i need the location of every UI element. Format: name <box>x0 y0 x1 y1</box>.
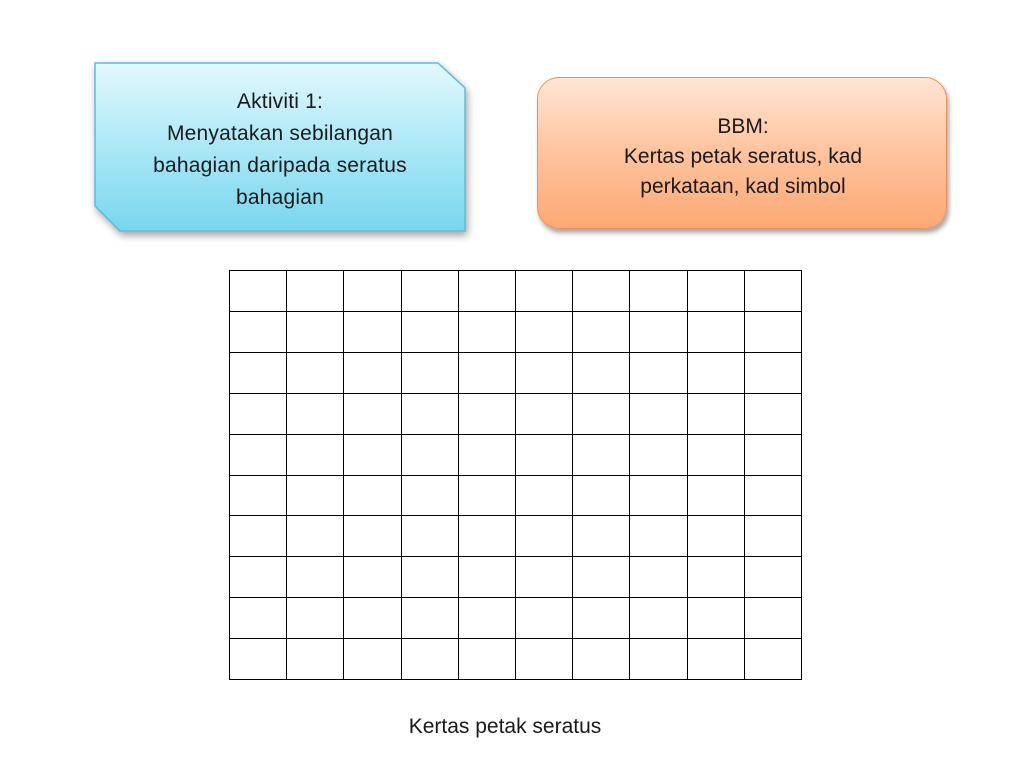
grid-cell <box>459 394 516 435</box>
bbm-line: perkataan, kad simbol <box>640 175 846 198</box>
grid-cell <box>745 353 802 394</box>
grid-cell <box>344 271 401 312</box>
grid-cell <box>688 639 745 680</box>
grid-cell <box>402 557 459 598</box>
bbm-line: Kertas petak seratus, kad <box>623 145 863 168</box>
grid-cell <box>516 312 573 353</box>
grid-cell <box>516 394 573 435</box>
grid-cell <box>516 639 573 680</box>
grid-cell <box>573 394 630 435</box>
grid-cell <box>573 312 630 353</box>
grid-cell <box>745 557 802 598</box>
grid-cell <box>459 598 516 639</box>
grid-cell <box>573 639 630 680</box>
grid-cell <box>230 476 287 517</box>
grid-caption: Kertas petak seratus <box>408 715 602 738</box>
activity-line: bahagian daripada seratus <box>153 154 407 177</box>
grid-cell <box>688 312 745 353</box>
grid-cell <box>688 516 745 557</box>
activity-line: bahagian <box>235 186 325 209</box>
grid-cell <box>402 271 459 312</box>
grid-cell <box>516 271 573 312</box>
grid-cell <box>630 435 687 476</box>
grid-cell <box>230 598 287 639</box>
grid-cell <box>630 353 687 394</box>
grid-cell <box>459 516 516 557</box>
grid-cell <box>516 516 573 557</box>
bbm-text <box>538 112 948 202</box>
grid-cell <box>745 639 802 680</box>
grid-cell <box>344 476 401 517</box>
grid-cell <box>459 639 516 680</box>
grid-cell <box>287 435 344 476</box>
grid-cell <box>630 639 687 680</box>
grid-cell <box>344 435 401 476</box>
activity-box <box>94 62 466 232</box>
grid-cell <box>344 598 401 639</box>
grid-cell <box>230 312 287 353</box>
grid-cell <box>230 353 287 394</box>
grid-cell <box>402 476 459 517</box>
grid-cell <box>402 598 459 639</box>
grid-cell <box>573 353 630 394</box>
grid-cell <box>688 557 745 598</box>
grid-cell <box>402 312 459 353</box>
grid-cell <box>287 557 344 598</box>
grid-cell <box>287 353 344 394</box>
grid-cell <box>745 394 802 435</box>
grid-cell <box>344 353 401 394</box>
hundred-grid <box>229 270 802 680</box>
grid-cell <box>344 516 401 557</box>
grid-cell <box>688 394 745 435</box>
activity-line: Aktiviti 1: <box>236 90 324 113</box>
grid-cell <box>630 598 687 639</box>
grid-cell <box>287 639 344 680</box>
grid-cell <box>630 516 687 557</box>
grid-cell <box>287 394 344 435</box>
grid-cell <box>688 435 745 476</box>
grid-cell <box>287 312 344 353</box>
activity-line: Menyatakan sebilangan <box>166 122 394 145</box>
grid-cell <box>230 557 287 598</box>
grid-cell <box>230 394 287 435</box>
grid-cell <box>344 639 401 680</box>
grid-cell <box>630 476 687 517</box>
grid-cell <box>745 435 802 476</box>
grid-cell <box>630 271 687 312</box>
grid-cell <box>230 639 287 680</box>
activity-text <box>94 86 466 214</box>
grid-cell <box>459 271 516 312</box>
grid-cell <box>516 476 573 517</box>
grid-cell <box>402 353 459 394</box>
grid-cell <box>459 435 516 476</box>
grid-cell <box>516 598 573 639</box>
grid-cell <box>745 516 802 557</box>
grid-cell <box>516 435 573 476</box>
grid-cell <box>287 598 344 639</box>
grid-cell <box>402 639 459 680</box>
grid-cell <box>459 557 516 598</box>
grid-cell <box>630 557 687 598</box>
grid-cell <box>287 271 344 312</box>
grid-cell <box>573 435 630 476</box>
grid-cell <box>344 557 401 598</box>
grid-cell <box>745 271 802 312</box>
grid-cell <box>459 476 516 517</box>
grid-cell <box>230 435 287 476</box>
grid-cell <box>287 476 344 517</box>
grid-cell <box>573 271 630 312</box>
grid-cell <box>745 476 802 517</box>
grid-cell <box>344 394 401 435</box>
grid-cell <box>344 312 401 353</box>
grid-cell <box>230 271 287 312</box>
grid-cell <box>402 516 459 557</box>
grid-cell <box>402 435 459 476</box>
grid-cell <box>688 476 745 517</box>
grid-cell <box>459 312 516 353</box>
grid-cell <box>745 312 802 353</box>
grid-cell <box>287 516 344 557</box>
bbm-line: BBM: <box>717 115 769 138</box>
grid-cell <box>573 516 630 557</box>
grid-cell <box>745 598 802 639</box>
bbm-box <box>537 77 947 229</box>
grid-cell <box>402 394 459 435</box>
grid-cell <box>688 353 745 394</box>
grid-cell <box>459 353 516 394</box>
grid-cell <box>573 476 630 517</box>
grid-cell <box>230 516 287 557</box>
grid-cell <box>688 271 745 312</box>
grid-cell <box>688 598 745 639</box>
grid-cell <box>516 557 573 598</box>
grid-cell <box>516 353 573 394</box>
grid-cell <box>630 394 687 435</box>
grid-cell <box>630 312 687 353</box>
grid-cell <box>573 598 630 639</box>
grid-cell <box>573 557 630 598</box>
